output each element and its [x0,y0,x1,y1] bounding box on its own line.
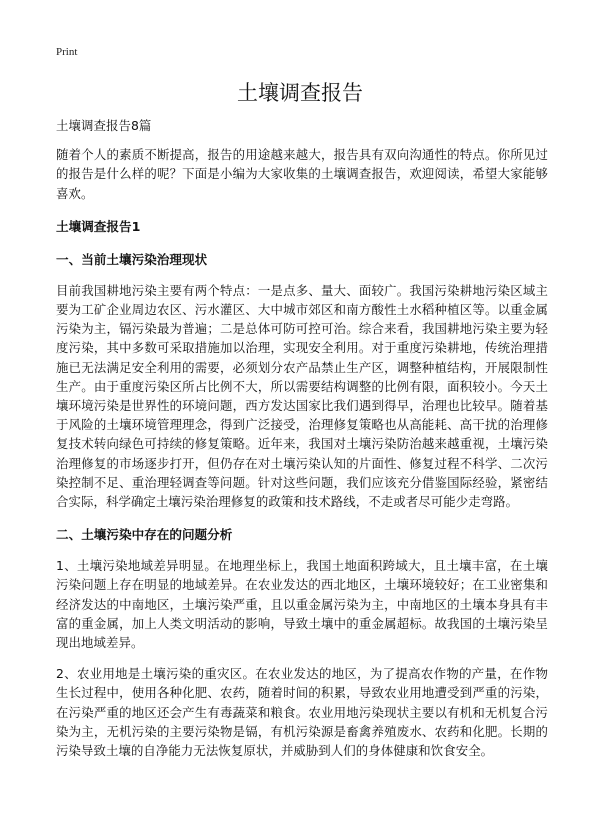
section1-paragraph: 目前我国耕地污染主要有两个特点：一是点多、量大、面较广。我国污染耕地污染区域主要为工矿企业周边农区、污水灌区、大中城市郊区和南方酸性土水稻种植区等。以重金属污染为主，镉污染最为普遍；二是总体可防可控可治。综合来看，我国耕地污染主要为轻度污染，其中多数可采取措施加以治理，实现安全利用。对于重度污染耕地，传统治理措施已无法满足安全利用的需要，必须划分农产品禁止生产区，调整种植结构，开展限制性生产。由于重度污染区所占比例不大，所以需要结构调整的比例有限，面积较小。今天土壤环境污染是世界性的环境问题，西方发达国家比我们遇到得早，治理也比较早。随着基于风险的土壤环境管理理念，得到广泛接受，治理修复策略也从高能耗、高干扰的治理修复技术转向绿色可持续的修复策略。近年来，我国对土壤污染防治越来越重视，土壤污染治理修复的市场逐步打开，但仍存在对土壤污染认知的片面性、修复过程不科学、二次污染控制不足、重治理轻调查等问题。针对这些问题，我们应该充分借鉴国际经验，紧密结合实际，科学确定土壤污染治理修复的政策和技术路线，不走或者尽可能少走弯路。 [56,282,548,510]
section2-heading: 二、土壤污染中存在的问题分析 [56,527,233,543]
print-label: Print [56,46,78,58]
section2-paragraph-1: 1、土壤污染地域差异明显。在地理坐标上，我国土地面积跨域大，且土壤丰富，在土壤污染问题上存在明显的地域差异。在农业发达的西北地区，土壤环境较好；在工业密集和经济发达的中南地区，土壤污染严重，且以重金属污染为主，中南地区的土壤本身具有丰富的重金属，加上人类文明活动的影响，导致土壤中的重金属超标。故我国的土壤污染呈现出地域差异。 [56,558,548,651]
page-title: 土壤调查报告 [237,81,363,105]
intro-paragraph: 随着个人的素质不断提高，报告的用途越来越大，报告具有双向沟通性的特点。你所见过的报告是什么样的呢？下面是小编为大家收集的土壤调查报告，欢迎阅读，希望大家能够喜欢。 [56,147,548,201]
section2-paragraph-2: 2、农业用地是土壤污染的重灾区。在农业发达的地区，为了提高农作物的产量，在作物生长过程中，使用各种化肥、农药，随着时间的积累，导致农业用地遭受到严重的污染，在污染严重的地区还会产生有毒蔬菜和粮食。农业用地污染现状主要以有机和无机复合污染为主，无机污染的主要污染物是镉，有机污染源是畜禽养殖废水、农药和化肥。长期的污染导致土壤的自净能力无法恢复原状，并威胁到人们的身体健康和饮食安全。 [56,666,548,759]
section1-heading: 一、当前土壤污染治理现状 [56,251,208,267]
document-body [56,116,548,760]
report-heading: 土壤调查报告1 [56,218,141,234]
document-subtitle: 土壤调查报告8篇 [56,118,152,133]
